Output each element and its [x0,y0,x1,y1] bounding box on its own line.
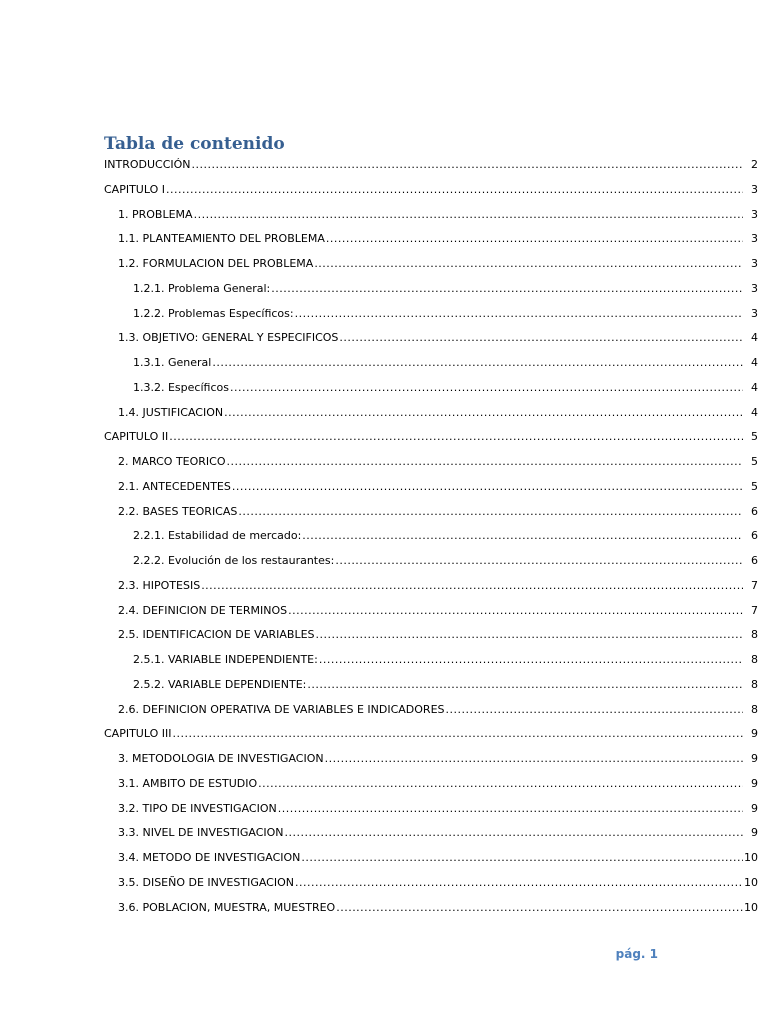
dot-leader [319,652,743,668]
toc-entry[interactable] [0,676,768,701]
toc-entry-page-number: 4 [751,331,758,345]
toc-entry[interactable] [0,874,768,899]
dot-leader [230,380,743,396]
dot-leader [301,850,743,866]
toc-entry[interactable] [0,750,768,775]
dot-leader [194,207,743,223]
dot-leader [325,751,743,767]
dot-leader [295,875,743,891]
toc-entry-label: 2.5.1. VARIABLE INDEPENDIENTE: [133,653,318,666]
toc-entry-page-number: 8 [751,653,758,666]
toc-entry-label: INTRODUCCIÓN [104,158,191,171]
toc-entry[interactable] [0,725,768,750]
toc-entry-page-number: 8 [751,628,758,642]
toc-entry-label: 1.1. PLANTEAMIENTO DEL PROBLEMA [118,232,325,246]
toc-entry[interactable] [0,552,768,577]
dot-leader [212,355,743,371]
toc-entry-page-number: 4 [751,356,758,369]
dot-leader [224,405,743,421]
toc-entry-label: 3.6. POBLACION, MUESTRA, MUESTREO [118,900,336,914]
dot-leader [326,231,743,247]
toc-entry[interactable] [0,329,768,354]
toc-entry-label: 3.5. DISEÑO DE INVESTIGACION [118,875,294,889]
toc-entry-label: 2.4. DEFINICION DE TERMINOS [118,603,288,617]
toc-entry-page-number: 9 [751,776,758,790]
toc-entry-page-number: 9 [751,801,758,815]
toc-entry-page-number: 9 [751,826,758,840]
dot-leader [307,677,743,693]
dot-leader [169,429,743,445]
toc-entry-label: 2.6. DEFINICION OPERATIVA DE VARIABLES E INDICADORES [118,702,445,716]
toc-entry-page-number: 5 [751,455,758,468]
toc-entry-label: 2. MARCO TEORICO [118,455,226,468]
toc-entry[interactable] [0,849,768,874]
toc-entry[interactable] [0,305,768,330]
toc-entry[interactable] [0,602,768,627]
toc-entry-page-number: 10 [744,851,758,864]
toc-entry[interactable] [0,230,768,255]
toc-entry-label: 3. METODOLOGIA DE INVESTIGACION [118,752,324,765]
toc-entry-label: 1.2.1. Problema General: [133,281,271,295]
toc-entry-page-number: 7 [751,578,758,592]
toc-entry-label: 2.5. IDENTIFICACION DE VARIABLES [118,628,315,642]
dot-leader [278,801,743,817]
toc-entry[interactable] [0,577,768,602]
toc-entry[interactable] [0,206,768,231]
toc-entry[interactable] [0,701,768,726]
toc-entry-page-number: 3 [751,232,758,246]
dot-leader [302,528,743,544]
dot-leader [192,157,743,173]
toc-entry[interactable] [0,156,768,181]
dot-leader [446,702,744,718]
toc-entry-label: 1.3. OBJETIVO: GENERAL Y ESPECIFICOS [118,331,339,345]
toc-entry[interactable] [0,478,768,503]
toc-entry-page-number: 8 [751,677,758,691]
toc-entry[interactable] [0,255,768,280]
dot-leader [172,726,743,742]
toc-entry[interactable] [0,651,768,676]
dot-leader [335,553,743,569]
toc-entry[interactable] [0,354,768,379]
toc-entry-page-number: 10 [744,875,758,889]
dot-leader [238,504,743,520]
toc-entry[interactable] [0,775,768,800]
dot-leader [339,330,743,346]
toc-entry-label: 3.4. METODO DE INVESTIGACION [118,851,301,864]
toc-entry-label: 3.1. AMBITO DE ESTUDIO [118,776,258,790]
toc-entry[interactable] [0,181,768,206]
toc-entry[interactable] [0,626,768,651]
toc-entry-label: 1.3.1. General [133,356,212,369]
toc-entry-label: 1.4. JUSTIFICACION [118,405,224,419]
toc-entry-page-number: 3 [751,281,758,295]
toc-entry-page-number: 4 [751,405,758,419]
toc-entry-label: CAPITULO III [104,727,172,741]
page-number: pág. 1 [615,947,658,961]
toc-entry-label: CAPITULO II [104,430,169,444]
dot-leader [232,479,743,495]
toc-entry-label: 1.3.2. Específicos [133,380,229,394]
toc-entry-page-number: 4 [751,380,758,394]
toc-entry-label: 2.2. BASES TEORICAS [118,504,238,518]
dot-leader [166,182,743,198]
toc-entry-page-number: 6 [751,529,758,543]
toc-list [0,156,768,923]
toc-entry-label: 1.2. FORMULACION DEL PROBLEMA [118,257,314,270]
dot-leader [285,825,743,841]
toc-entry[interactable] [0,527,768,552]
toc-entry-label: 2.3. HIPOTESIS [118,578,201,592]
dot-leader [295,306,743,322]
dot-leader [258,776,743,792]
toc-entry-page-number: 5 [751,479,758,493]
toc-entry-page-number: 3 [751,306,758,320]
toc-entry-label: 2.5.2. VARIABLE DEPENDIENTE: [133,677,307,691]
toc-entry-label: 3.2. TIPO DE INVESTIGACION [118,801,277,815]
toc-entry-label: 1.2.2. Problemas Específicos: [133,306,294,320]
dot-leader [288,603,743,619]
toc-entry-page-number: 3 [751,257,758,270]
toc-entry-page-number: 6 [751,554,758,567]
toc-entry[interactable] [0,503,768,528]
toc-entry-label: 1. PROBLEMA [118,207,193,221]
toc-entry[interactable] [0,280,768,305]
toc-entry[interactable] [0,899,768,924]
toc-entry-page-number: 3 [751,182,758,196]
toc-entry[interactable] [0,379,768,404]
toc-entry-page-number: 10 [744,900,758,914]
toc-entry-page-number: 5 [751,430,758,444]
toc-entry-page-number: 3 [751,207,758,221]
toc-entry-page-number: 8 [751,702,758,716]
dot-leader [201,578,743,594]
dot-leader [316,627,743,643]
dot-leader [314,256,743,272]
dot-leader [336,900,743,916]
toc-entry-label: 3.3. NIVEL DE INVESTIGACION [118,826,284,840]
toc-entry-page-number: 9 [751,752,758,765]
toc-entry[interactable] [0,453,768,478]
dot-leader [227,454,744,470]
toc-entry[interactable] [0,800,768,825]
toc-entry-page-number: 7 [751,603,758,617]
toc-entry-page-number: 9 [751,727,758,741]
toc-entry-label: 2.2.2. Evolución de los restaurantes: [133,554,335,567]
toc-entry-label: CAPITULO I [104,182,165,196]
toc-entry-page-number: 2 [751,158,758,171]
dot-leader [271,281,743,297]
toc-entry-page-number: 6 [751,504,758,518]
toc-entry-label: 2.1. ANTECEDENTES [118,479,231,493]
toc-entry[interactable] [0,428,768,453]
toc-title: Tabla de contenido [104,134,285,154]
toc-entry[interactable] [0,404,768,429]
toc-entry[interactable] [0,824,768,849]
toc-entry-label: 2.2.1. Estabilidad de mercado: [133,529,302,543]
